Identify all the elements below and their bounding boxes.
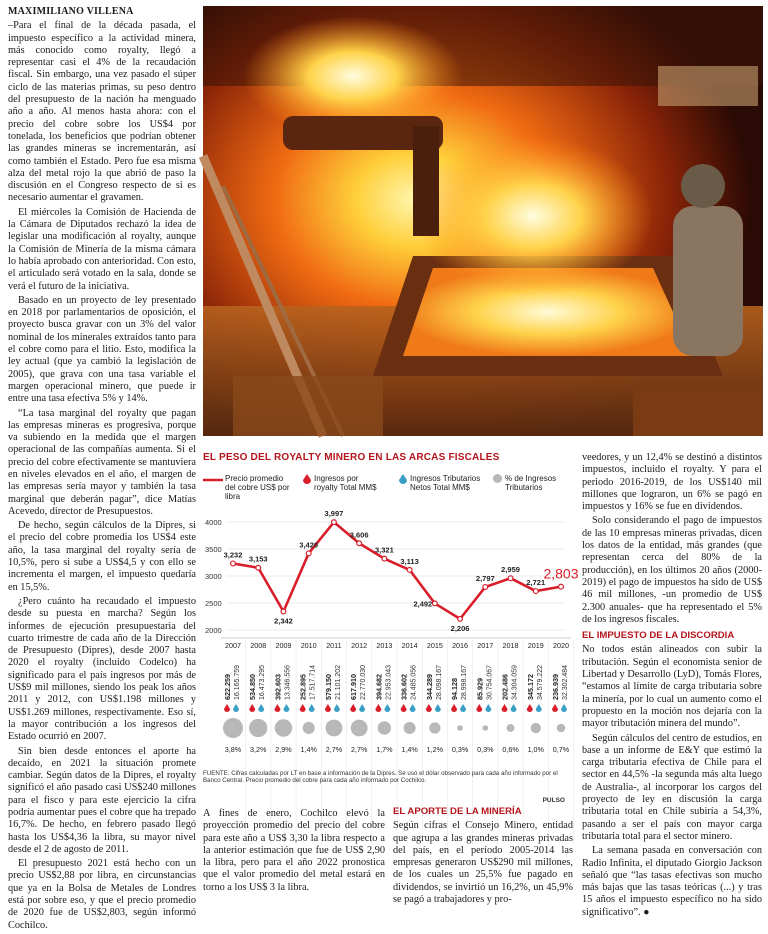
paragraph: Sin bien desde entonces el aporte ha decaído, en 2021 la situación promete cambiar. Según datos de la Dipres, el royalty significó el año pasado casi US$240 millones para el fisco y para este ejercicio la cifra podría aumentar pues el cobre que ha trepado 16,7%. De hecho, en febrero pasado llegó hasta los US$4,36 la libra, su mayor nivel desde el 2 de agosto de 2011. bbox=[8, 745, 196, 855]
royalty-value: 202.486 bbox=[500, 674, 510, 700]
blue-drop-icon bbox=[233, 704, 239, 712]
price-label: 2,492 bbox=[413, 599, 433, 609]
paragraph: La semana pasada en conversación con Radio Infinita, el diputado Giorgio Jackson señaló que “las tasas efectivas son mucho más bajas que las tasas teóricas (...) y tras 15 años el impuesto específico no ha sido significativo”. ● bbox=[582, 845, 762, 918]
royalty-value: 392.603 bbox=[273, 674, 283, 700]
royalty-value: 344.289 bbox=[424, 674, 434, 700]
royalty-value: 617.910 bbox=[349, 674, 359, 700]
tributarios-value: 21.101.202 bbox=[334, 664, 342, 700]
legend-label-royalty: Ingresos por royalty Total MM$ bbox=[314, 474, 377, 492]
gray-circle-icon bbox=[493, 474, 502, 483]
tributarios-value: 16.165.759 bbox=[234, 664, 241, 700]
red-drop-icon bbox=[375, 704, 381, 712]
x-tick-label: 2016 bbox=[452, 641, 469, 650]
paragraph: De hecho, según cálculos de la Dipres, si el precio del cobre promedia los US$4 este año, la tasa marginal del royalty sería de 10,5%, pero si sube a US$4,5 y con ello se incrementa el margen, el impuesto quedaría en 15,5%. bbox=[8, 520, 196, 593]
royalty-value: 85.929 bbox=[475, 678, 485, 700]
tributarios-value: 17.517.714 bbox=[309, 664, 317, 700]
smelter-photo-art bbox=[203, 6, 763, 436]
price-label: 2,721 bbox=[526, 578, 546, 588]
pct-label: 1,4% bbox=[401, 745, 418, 754]
pct-circle bbox=[482, 725, 488, 731]
pct-label: 1,4% bbox=[300, 745, 317, 754]
price-point bbox=[533, 589, 538, 594]
col4-body-a bbox=[582, 452, 762, 626]
price-label: 2,342 bbox=[274, 616, 293, 626]
article-column-3 bbox=[393, 806, 573, 908]
article-column-4 bbox=[582, 452, 762, 921]
price-label: 3,997 bbox=[324, 509, 344, 519]
pct-circle bbox=[457, 725, 463, 731]
paragraph: El presupuesto 2021 está hecho con un precio US$2,88 por libra, en circunstancias que ya en la Bolsa de Metales de Londres está por sobre eso, y que el precio promedio de 2020 fue de US$2,803, según informó Cochilco. bbox=[8, 858, 196, 931]
x-tick-label: 2017 bbox=[477, 641, 494, 650]
red-drop-icon bbox=[274, 704, 280, 712]
tributarios-value: 30.754.067 bbox=[486, 664, 494, 700]
red-drop-icon bbox=[527, 704, 533, 712]
x-tick-label: 2012 bbox=[351, 641, 368, 650]
blue-drop-icon bbox=[384, 704, 390, 712]
price-label: 2,797 bbox=[475, 573, 495, 583]
red-drop-icon bbox=[502, 704, 508, 712]
x-tick-label: 2014 bbox=[401, 641, 418, 650]
price-point bbox=[432, 601, 437, 606]
price-label: 3,321 bbox=[374, 545, 394, 555]
pct-label: 1,2% bbox=[426, 745, 444, 754]
red-drop-icon bbox=[451, 704, 457, 712]
price-label: 3,153 bbox=[248, 554, 268, 564]
price-point bbox=[508, 576, 513, 581]
blue-drop-icon bbox=[561, 704, 567, 712]
paragraph: A fines de enero, Cochilco elevó la proyección promedio del precio del cobre para este año a US$ 3,30 la libra respecto a la anterior estimación que fue de US$ 2,90 la libra, pero para el año 2022 pronostica que el valor promedio del metal estará en torno a los US$ 3 la libra. bbox=[203, 808, 385, 893]
blue-drop-icon bbox=[511, 704, 517, 712]
price-point bbox=[256, 565, 261, 570]
legend-label-pct: % de Ingresos Tributarios bbox=[505, 474, 557, 492]
x-tick-label: 2008 bbox=[250, 641, 267, 650]
pct-circle bbox=[351, 720, 368, 737]
smelter-photo bbox=[203, 6, 763, 436]
royalty-value: 252.895 bbox=[298, 674, 308, 700]
price-point bbox=[357, 541, 362, 546]
price-point bbox=[382, 556, 387, 561]
tributarios-value: 24.485.056 bbox=[410, 664, 418, 700]
y-tick-label: 3000 bbox=[205, 572, 222, 581]
paragraph: Solo considerando el pago de impuestos de las 10 empresas mineras privadas, dicen los datos de la entidad, más grandes (que representan cerca del 80% de la producción), en los últimos 20 años (2000-2019) el pago de impuestos ha sido de US$ 46 mil millones, -un promedio de US$ 2.300 anuales- que ha representado el 5% de los ingresos fiscales. bbox=[582, 515, 762, 625]
red-drop-icon bbox=[325, 704, 331, 712]
blue-drop-icon bbox=[435, 704, 441, 712]
x-tick-label: 2013 bbox=[376, 641, 393, 650]
col2-body bbox=[203, 808, 385, 894]
paragraph: –Para el final de la década pasada, el impuesto específico a la actividad minera, más conocido como royalty, llegó a representar casi el 4% de la recaudación fiscal. Sin embargo, una vez pasado el súper ciclo de las materias primas, su peso dentro del presupuesto de la nación ha menguado año a año. Al menos hasta ahora: con el precio del cobre sobre los US$4 por tonelada, los beneficios que podrían obtener las grandes mineras se incrementarán, así como también el Estado. Pero fue esa misma alza del metal rojo la que abrió de paso la discusión en el Congreso respecto de si es necesario aumentar el gravamen. bbox=[8, 20, 196, 204]
blue-drop-icon bbox=[359, 704, 365, 712]
royalty-value: 622.259 bbox=[223, 674, 232, 700]
x-tick-label: 2010 bbox=[300, 641, 317, 650]
red-drop-icon bbox=[476, 704, 482, 712]
chart-source: FUENTE: Cifras calculadas por LT en base a información de la Dipres. Se usó el dólar observado para cada año informado por el Banco Central. Precio promedio del cobre para cada año informado por Cochilco. bbox=[203, 770, 558, 785]
red-drop-icon bbox=[350, 704, 356, 712]
price-point bbox=[458, 616, 463, 621]
price-label: 3,606 bbox=[349, 530, 369, 540]
y-tick-label: 4000 bbox=[205, 518, 222, 527]
red-drop-icon bbox=[426, 704, 432, 712]
pct-circle bbox=[507, 724, 515, 732]
red-drop-icon bbox=[401, 704, 407, 712]
tributarios-value: 32.302.484 bbox=[562, 664, 569, 700]
paragraph: veedores, y un 12,4% se destinó a distintos impuestos, incluido el royalty. Y para el periodo 2016-2019, de los US$140 mil millones que lograron, un 6% se pagó en impuestos y 16% se fue en dividendos. bbox=[582, 452, 762, 513]
chart-legend bbox=[203, 468, 571, 508]
royalty-value: 336.602 bbox=[399, 674, 409, 700]
x-tick-label: 2020 bbox=[553, 641, 569, 650]
blue-drop-icon bbox=[283, 704, 289, 712]
col1-body bbox=[8, 20, 196, 932]
article-column-1 bbox=[8, 6, 196, 934]
price-point bbox=[231, 561, 236, 566]
red-drop-icon bbox=[249, 704, 255, 712]
highlight-price-label: 2,803 bbox=[543, 565, 579, 582]
pct-label: 0,3% bbox=[477, 745, 494, 754]
price-label: 3,232 bbox=[223, 550, 243, 560]
red-drop-icon bbox=[224, 704, 230, 712]
pct-label: 0,7% bbox=[552, 745, 570, 754]
pct-label: 2,7% bbox=[350, 745, 368, 754]
subhead-discordia: EL IMPUESTO DE LA DISCORDIA bbox=[582, 630, 735, 642]
pct-circle bbox=[404, 722, 416, 734]
tributarios-value: 13.346.556 bbox=[284, 664, 292, 700]
x-tick-label: 2011 bbox=[326, 641, 342, 650]
blue-drop-icon bbox=[309, 704, 315, 712]
paragraph: El miércoles la Comisión de Hacienda de la Cámara de Diputados rechazó la idea de legislar una modificación al royalty, aunque la Comisión de Minería de la misma cámara lo había aprobado con anterioridad. Con esto, el articulado será votado en la sala, donde se verá el futuro de la iniciativa. bbox=[8, 206, 196, 292]
col3-body bbox=[393, 820, 573, 906]
paragraph: Basado en un proyecto de ley presentado en 2018 por parlamentarios de oposición, el proyecto busca gravar con un 3% del valor nominal de los minerales extraídos tanto para el cobre como para el litio. Esto, modifica la ley actual (que ya cambió la legislación de 2005), que grava con una tasa variable el margen operacional minero, que puede ir entre una tasa efectiva 5% y 14%. bbox=[8, 294, 196, 405]
blue-drop-icon bbox=[334, 704, 340, 712]
paragraph: ¿Pero cuánto ha recaudado el impuesto desde su puesta en marcha? Según los informes de ejecución presupuestaria del cuarto trimestre de cada año de la Dirección de Presupuesto (Dipres), desde 2007 hasta 2020 el royalty (incluido Codelco) ha significado para el país ingresos por más de US$9 mil millones, siendo los peak los años 2011 y 2012, con US$1.198 millones y US$1.269 millones, respectivamente. Eso sí, la mayor contribución a los ingresos del Estado ocurrió en 2007. bbox=[8, 595, 196, 743]
pct-label: 0,3% bbox=[451, 745, 469, 754]
blue-drop-icon bbox=[399, 474, 407, 484]
y-tick-label: 2000 bbox=[205, 626, 222, 635]
red-drop-icon bbox=[303, 474, 311, 484]
x-tick-label: 2007 bbox=[225, 641, 241, 650]
royalty-value: 394.682 bbox=[374, 674, 384, 700]
tributarios-value: 28.998.167 bbox=[461, 664, 469, 700]
royalty-value: 236.939 bbox=[551, 674, 560, 700]
royalty-value: 534.850 bbox=[248, 674, 258, 700]
tributarios-value: 16.473.295 bbox=[259, 664, 267, 700]
pct-circle bbox=[249, 719, 267, 737]
pct-label: 2,7% bbox=[325, 745, 343, 754]
pct-circle bbox=[557, 724, 566, 733]
tributarios-value: 34.304.059 bbox=[511, 664, 519, 700]
pct-circle bbox=[429, 722, 440, 733]
price-label: 2,959 bbox=[501, 565, 520, 575]
blue-drop-icon bbox=[460, 704, 466, 712]
blue-drop-icon bbox=[536, 704, 542, 712]
blue-drop-icon bbox=[410, 704, 416, 712]
tributarios-value: 28.098.167 bbox=[435, 664, 443, 700]
paragraph: Según cálculos del centro de estudios, en base a un informe de E&Y que estimó la carga tributaria efectiva de Chile para el sector en 44,5% -la segunda más alta luego de Australia-, al incorporar los cargos del proyecto de ley en discusión la carga tributaria total en Chile subiría a 54,3%, pasando a ser el país con mayor carga tributaria total para el sector minero. bbox=[582, 732, 762, 842]
paragraph: No todos están alineados con subir la tributación. Según el economista senior de Libertad y Desarrollo (LyD), Tomás Flores, “estamos al límite de carga tributaria sobre la minería, por lo cual un aumento como el propuesto en la moción nos dejaría con la mayor tributación minera del mundo”. bbox=[582, 644, 762, 730]
price-label: 3,113 bbox=[400, 556, 419, 566]
tributarios-value: 34.579.222 bbox=[536, 664, 544, 700]
royalty-value: 94.128 bbox=[450, 678, 460, 700]
paragraph: “La tasa marginal del royalty que pagan las empresas mineras es progresiva, porque va subiendo en la medida que el margen operacional de las compañías aumenta. Si el precio del cobre efectivamente se mantuviera en niveles elevados en el año, el margen de las empresas sería mayor y también la tasa marginal que deberán pagar”, dice Matías Acevedo, director de Presupuestos. bbox=[8, 407, 196, 517]
price-label: 2,206 bbox=[450, 623, 470, 633]
blue-drop-icon bbox=[258, 704, 264, 712]
royalty-value: 345.172 bbox=[525, 674, 535, 700]
royalty-chart bbox=[203, 452, 579, 804]
pct-circle bbox=[303, 722, 315, 734]
pct-label: 2,9% bbox=[275, 745, 292, 754]
pct-label: 1,7% bbox=[376, 745, 393, 754]
legend-label-tributarios: Ingresos Tributarios Netos Total MM$ bbox=[410, 474, 481, 492]
royalty-value: 579.150 bbox=[323, 674, 333, 700]
red-drop-icon bbox=[552, 704, 558, 712]
pct-circle bbox=[531, 723, 541, 733]
y-tick-label: 2500 bbox=[205, 599, 222, 608]
pct-circle bbox=[223, 718, 243, 738]
tributarios-value: 22.770.030 bbox=[360, 664, 368, 700]
subhead-aporte: EL APORTE DE LA MINERÍA bbox=[393, 806, 522, 817]
x-tick-label: 2015 bbox=[426, 641, 443, 650]
pct-label: 3,2% bbox=[250, 745, 267, 754]
x-tick-label: 2018 bbox=[502, 641, 519, 650]
chart-credit: PULSO bbox=[542, 797, 565, 804]
price-label: 3,420 bbox=[299, 540, 319, 550]
blue-drop-icon bbox=[485, 704, 491, 712]
x-tick-label: 2009 bbox=[275, 641, 292, 650]
red-drop-icon bbox=[300, 704, 306, 712]
price-point bbox=[407, 567, 412, 572]
price-point bbox=[281, 609, 286, 614]
chart-plot bbox=[203, 508, 579, 778]
byline: MAXIMILIANO VILLENA bbox=[8, 6, 134, 17]
pct-label: 1,0% bbox=[527, 745, 544, 754]
y-tick-label: 3500 bbox=[205, 545, 222, 554]
pct-circle bbox=[378, 721, 391, 734]
legend-line-swatch bbox=[203, 476, 223, 484]
article-column-2 bbox=[203, 808, 385, 896]
price-point bbox=[332, 520, 337, 525]
tributarios-value: 22.953.043 bbox=[385, 664, 393, 700]
pct-label: 3,8% bbox=[224, 745, 242, 754]
legend-label-price: Precio promedio del cobre US$ por libra bbox=[225, 474, 290, 501]
chart-title: EL PESO DEL ROYALTY MINERO EN LAS ARCAS FISCALES bbox=[203, 452, 500, 463]
pct-circle bbox=[275, 719, 292, 736]
pct-circle bbox=[325, 720, 342, 737]
paragraph: Según cifras el Consejo Minero, entidad que agrupa a las grandes mineras privadas del país, en el período 2005-2014 las empresas generaron US$290 mil millones, de los cuales un 25,5% fue pagado en dividendos, se invirtió un 16,2%, un 45,9% se pagó a trabajadores y pro- bbox=[393, 820, 573, 906]
price-point bbox=[306, 551, 311, 556]
pct-label: 0,6% bbox=[502, 745, 519, 754]
col4-body-b bbox=[582, 644, 762, 919]
x-tick-label: 2019 bbox=[527, 641, 544, 650]
price-point bbox=[483, 585, 488, 590]
price-point bbox=[559, 584, 564, 589]
